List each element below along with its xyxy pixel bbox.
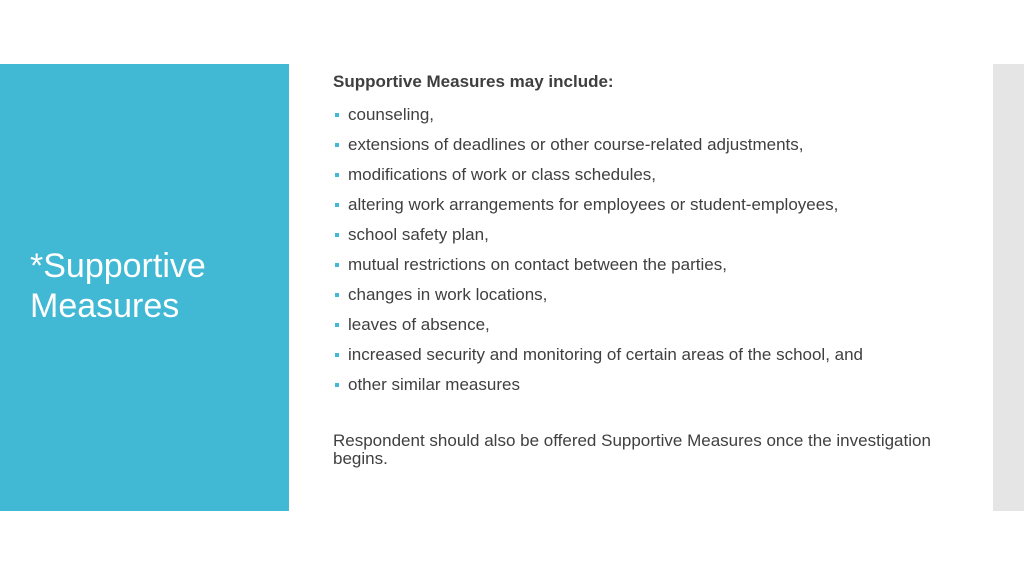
list-item [333,190,973,220]
list-item [333,250,973,280]
content-heading: Supportive Measures may include: [333,72,614,91]
list-item [333,310,973,340]
side-accent-bar [993,64,1024,511]
list-item [333,280,973,310]
respondent-note: Respondent should also be offered Supportive Measures once the investigation begins. [333,431,931,468]
bullet-icon [335,323,339,327]
list-item-text: school safety plan, [348,225,489,244]
list-item-text: mutual restrictions on contact between the parties, [348,255,727,274]
bullet-icon [335,173,339,177]
list-item-text: leaves of absence, [348,315,490,334]
list-item [333,370,973,400]
list-item [333,160,973,190]
slide-content [333,70,973,485]
list-item-text: extensions of deadlines or other course-related adjustments, [348,135,804,154]
list-item [333,220,973,250]
list-item-text: other similar measures [348,375,520,394]
slide-title: *Supportive Measures [30,247,206,325]
bullet-icon [335,233,339,237]
list-item-text: changes in work locations, [348,285,548,304]
list-item-text: increased security and monitoring of certain areas of the school, and [348,345,864,364]
bullet-icon [335,263,339,267]
list-item-text: altering work arrangements for employees or student-employees, [348,195,839,214]
list-item [333,340,973,370]
bullet-icon [335,293,339,297]
list-item-text: modifications of work or class schedules, [348,165,657,184]
bullet-icon [335,383,339,387]
bullet-icon [335,203,339,207]
list-item [333,130,973,160]
bullet-list [333,100,973,400]
bullet-icon [335,353,339,357]
list-item-text: counseling, [348,105,435,124]
bullet-icon [335,113,339,117]
list-item [333,100,973,130]
bullet-icon [335,143,339,147]
